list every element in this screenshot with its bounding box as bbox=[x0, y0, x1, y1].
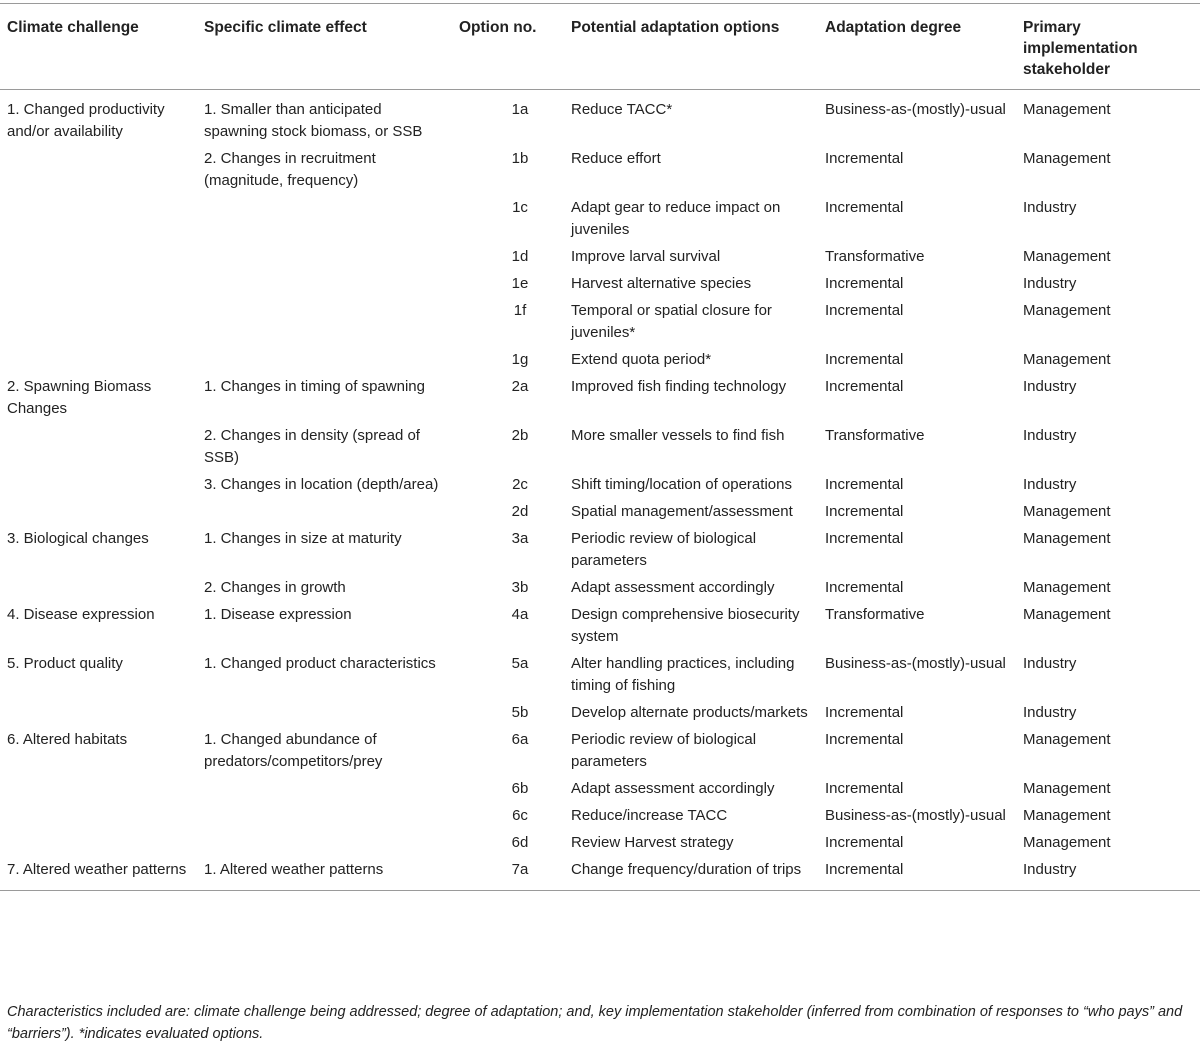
cell-adaptation-option: Shift timing/location of operations bbox=[571, 476, 792, 493]
cell-adaptation-option: Alter handling practices, including timing of fishing bbox=[571, 655, 795, 694]
cell-adaptation-degree: Incremental bbox=[825, 780, 904, 797]
cell-adaptation-option: Reduce effort bbox=[571, 150, 661, 167]
table-row bbox=[0, 499, 1200, 526]
cell-specific-climate-effect bbox=[197, 195, 452, 244]
cell-climate-challenge bbox=[0, 195, 197, 244]
table-row bbox=[0, 374, 1200, 423]
cell-stakeholder: Industry bbox=[1023, 275, 1077, 292]
cell-climate-challenge bbox=[0, 146, 197, 195]
cell-adaptation-degree: Incremental bbox=[825, 704, 904, 721]
cell-specific-climate-effect: 1. Changes in timing of spawning bbox=[204, 378, 425, 395]
cell-option-no: 3b bbox=[511, 579, 529, 596]
cell-climate-challenge: 2. Spawning Biomass Changes bbox=[7, 378, 152, 417]
cell-option-no: 2b bbox=[511, 427, 529, 444]
cell-specific-climate-effect bbox=[197, 700, 452, 727]
cell-stakeholder: Management bbox=[1023, 101, 1111, 118]
table-row bbox=[0, 602, 1200, 651]
cell-option-no: 5a bbox=[511, 655, 529, 672]
cell-stakeholder: Management bbox=[1023, 731, 1111, 748]
cell-adaptation-option: More smaller vessels to find fish bbox=[571, 427, 785, 444]
cell-climate-challenge: 3. Biological changes bbox=[7, 530, 149, 547]
cell-adaptation-option: Periodic review of biological parameters bbox=[571, 731, 757, 770]
cell-stakeholder: Industry bbox=[1023, 655, 1077, 672]
cell-specific-climate-effect: 2. Changes in density (spread of SSB) bbox=[204, 427, 420, 466]
table-row bbox=[0, 700, 1200, 727]
cell-specific-climate-effect: 2. Changes in recruitment (magnitude, frequency) bbox=[204, 150, 376, 189]
cell-adaptation-degree: Transformative bbox=[825, 248, 925, 265]
cell-climate-challenge bbox=[0, 423, 197, 472]
header-specific-climate-effect: Specific climate effect bbox=[197, 4, 452, 90]
table-row bbox=[0, 271, 1200, 298]
cell-stakeholder: Management bbox=[1023, 807, 1111, 824]
cell-option-no: 4a bbox=[511, 606, 529, 623]
cell-adaptation-option: Develop alternate products/markets bbox=[571, 704, 808, 721]
cell-climate-challenge bbox=[0, 472, 197, 499]
cell-climate-challenge: 7. Altered weather patterns bbox=[0, 857, 197, 891]
cell-adaptation-degree: Incremental bbox=[825, 302, 904, 319]
cell-adaptation-degree: Incremental bbox=[825, 199, 904, 216]
cell-option-no: 5b bbox=[511, 704, 529, 721]
cell-stakeholder: Management bbox=[1023, 351, 1111, 368]
cell-climate-challenge: 5. Product quality bbox=[7, 655, 123, 672]
cell-stakeholder: Industry bbox=[1023, 378, 1077, 395]
cell-climate-challenge bbox=[0, 298, 197, 347]
cell-option-no: 1d bbox=[511, 248, 529, 265]
table-row bbox=[0, 347, 1200, 374]
table-row bbox=[0, 651, 1200, 700]
table-row bbox=[0, 830, 1200, 857]
cell-climate-challenge bbox=[0, 347, 197, 374]
cell-option-no: 1e bbox=[511, 275, 529, 292]
cell-adaptation-degree: Transformative bbox=[825, 427, 925, 444]
cell-adaptation-option: Extend quota period* bbox=[571, 351, 712, 368]
cell-adaptation-option: Harvest alternative species bbox=[571, 275, 752, 292]
cell-specific-climate-effect bbox=[197, 347, 452, 374]
cell-option-no: 1b bbox=[511, 150, 529, 167]
cell-option-no: 6d bbox=[511, 834, 529, 851]
cell-adaptation-option: Design comprehensive biosecurity system bbox=[571, 606, 800, 645]
cell-climate-challenge bbox=[0, 271, 197, 298]
cell-stakeholder: Industry bbox=[1023, 427, 1077, 444]
cell-adaptation-option: Improve larval survival bbox=[571, 248, 721, 265]
cell-option-no: 1f bbox=[513, 302, 527, 319]
cell-option-no: 6a bbox=[511, 731, 529, 748]
cell-stakeholder: Industry bbox=[1023, 704, 1077, 721]
cell-adaptation-degree: Business-as-(mostly)-usual bbox=[825, 655, 1006, 672]
cell-stakeholder: Management bbox=[1023, 503, 1111, 520]
cell-climate-challenge bbox=[0, 499, 197, 526]
cell-climate-challenge bbox=[0, 575, 197, 602]
cell-adaptation-option: Spatial management/assessment bbox=[571, 503, 793, 520]
table-row bbox=[0, 195, 1200, 244]
cell-specific-climate-effect bbox=[197, 803, 452, 830]
header-row bbox=[0, 4, 1200, 90]
cell-adaptation-option: Improved fish finding technology bbox=[571, 378, 787, 395]
cell-adaptation-degree: Incremental bbox=[825, 351, 904, 368]
cell-climate-challenge bbox=[0, 700, 197, 727]
cell-specific-climate-effect: 1. Smaller than anticipated spawning stock biomass, or SSB bbox=[204, 101, 423, 140]
cell-stakeholder: Management bbox=[1023, 834, 1111, 851]
cell-specific-climate-effect bbox=[197, 830, 452, 857]
cell-stakeholder: Management bbox=[1023, 606, 1111, 623]
cell-option-no: 1c bbox=[512, 199, 528, 216]
cell-adaptation-option: Adapt assessment accordingly bbox=[571, 780, 775, 797]
cell-adaptation-degree: Business-as-(mostly)-usual bbox=[825, 807, 1006, 824]
table-row bbox=[0, 803, 1200, 830]
cell-stakeholder: Management bbox=[1023, 780, 1111, 797]
cell-option-no: 7a bbox=[452, 857, 564, 891]
adaptation-options-table bbox=[0, 3, 1200, 891]
cell-adaptation-degree: Incremental bbox=[825, 378, 904, 395]
cell-option-no: 2c bbox=[512, 476, 528, 493]
table-body bbox=[0, 90, 1200, 891]
cell-option-no: 6c bbox=[512, 807, 528, 824]
table-row bbox=[0, 90, 1200, 147]
cell-adaptation-degree: Incremental bbox=[825, 476, 904, 493]
cell-specific-climate-effect bbox=[197, 244, 452, 271]
cell-stakeholder: Industry bbox=[1023, 199, 1077, 216]
cell-stakeholder: Management bbox=[1023, 150, 1111, 167]
cell-stakeholder: Industry bbox=[1016, 857, 1200, 891]
cell-specific-climate-effect: 2. Changes in growth bbox=[204, 579, 346, 596]
cell-adaptation-degree: Incremental bbox=[825, 731, 904, 748]
cell-adaptation-degree: Incremental bbox=[825, 530, 904, 547]
cell-specific-climate-effect: 1. Altered weather patterns bbox=[197, 857, 452, 891]
table-row bbox=[0, 857, 1200, 891]
table-row bbox=[0, 526, 1200, 575]
cell-climate-challenge bbox=[0, 776, 197, 803]
header-primary-implementation-stakeholder: Primary implementation stakeholder bbox=[1016, 4, 1200, 90]
cell-adaptation-degree: Incremental bbox=[818, 857, 1016, 891]
cell-option-no: 1g bbox=[511, 351, 529, 368]
cell-stakeholder: Industry bbox=[1023, 476, 1077, 493]
cell-adaptation-option: Review Harvest strategy bbox=[571, 834, 734, 851]
cell-option-no: 6b bbox=[511, 780, 529, 797]
table-row bbox=[0, 146, 1200, 195]
cell-stakeholder: Management bbox=[1023, 579, 1111, 596]
table-row bbox=[0, 776, 1200, 803]
header-potential-adaptation-options: Potential adaptation options bbox=[564, 4, 818, 90]
cell-specific-climate-effect: 1. Changes in size at maturity bbox=[204, 530, 402, 547]
cell-specific-climate-effect bbox=[197, 271, 452, 298]
header-adaptation-degree: Adaptation degree bbox=[818, 4, 1016, 90]
cell-adaptation-degree: Incremental bbox=[825, 503, 904, 520]
cell-specific-climate-effect: 1. Changed product characteristics bbox=[204, 655, 436, 672]
table-row bbox=[0, 298, 1200, 347]
cell-specific-climate-effect: 1. Changed abundance of predators/competitors/prey bbox=[204, 731, 383, 770]
table-row bbox=[0, 423, 1200, 472]
table-footnote: Characteristics included are: climate challenge being addressed; degree of adaptation; and, key implementation stakeholder (inferred from combination of responses to “who pays” and “barriers”). *indicates evaluated options. bbox=[7, 1004, 1183, 1042]
cell-option-no: 2d bbox=[511, 503, 529, 520]
cell-specific-climate-effect bbox=[197, 298, 452, 347]
table-row bbox=[0, 575, 1200, 602]
cell-adaptation-option: Adapt gear to reduce impact on juveniles bbox=[571, 199, 781, 238]
cell-climate-challenge: 4. Disease expression bbox=[7, 606, 155, 623]
cell-adaptation-option: Change frequency/duration of trips bbox=[564, 857, 818, 891]
cell-climate-challenge: 1. Changed productivity and/or availability bbox=[7, 101, 165, 140]
cell-adaptation-degree: Incremental bbox=[825, 275, 904, 292]
cell-climate-challenge bbox=[0, 830, 197, 857]
table-row bbox=[0, 244, 1200, 271]
cell-option-no: 2a bbox=[511, 378, 529, 395]
table-row bbox=[0, 472, 1200, 499]
cell-specific-climate-effect: 3. Changes in location (depth/area) bbox=[204, 476, 439, 493]
cell-adaptation-degree: Incremental bbox=[825, 834, 904, 851]
cell-adaptation-option: Reduce TACC* bbox=[571, 101, 673, 118]
cell-climate-challenge bbox=[0, 803, 197, 830]
cell-adaptation-degree: Transformative bbox=[825, 606, 925, 623]
cell-option-no: 3a bbox=[511, 530, 529, 547]
table-row bbox=[0, 727, 1200, 776]
cell-adaptation-option: Reduce/increase TACC bbox=[571, 807, 728, 824]
cell-specific-climate-effect bbox=[197, 776, 452, 803]
cell-adaptation-degree: Business-as-(mostly)-usual bbox=[825, 101, 1006, 118]
cell-climate-challenge bbox=[0, 244, 197, 271]
header-option-no: Option no. bbox=[452, 4, 564, 90]
cell-climate-challenge: 6. Altered habitats bbox=[7, 731, 128, 748]
cell-specific-climate-effect: 1. Disease expression bbox=[204, 606, 352, 623]
cell-adaptation-option: Temporal or spatial closure for juveniles* bbox=[571, 302, 772, 341]
cell-stakeholder: Management bbox=[1023, 302, 1111, 319]
cell-adaptation-degree: Incremental bbox=[825, 150, 904, 167]
cell-adaptation-option: Adapt assessment accordingly bbox=[571, 579, 775, 596]
cell-adaptation-option: Periodic review of biological parameters bbox=[571, 530, 757, 569]
cell-stakeholder: Management bbox=[1023, 530, 1111, 547]
cell-option-no: 1a bbox=[511, 101, 529, 118]
cell-stakeholder: Management bbox=[1023, 248, 1111, 265]
cell-adaptation-degree: Incremental bbox=[825, 579, 904, 596]
header-climate-challenge: Climate challenge bbox=[0, 4, 197, 90]
cell-specific-climate-effect bbox=[197, 499, 452, 526]
